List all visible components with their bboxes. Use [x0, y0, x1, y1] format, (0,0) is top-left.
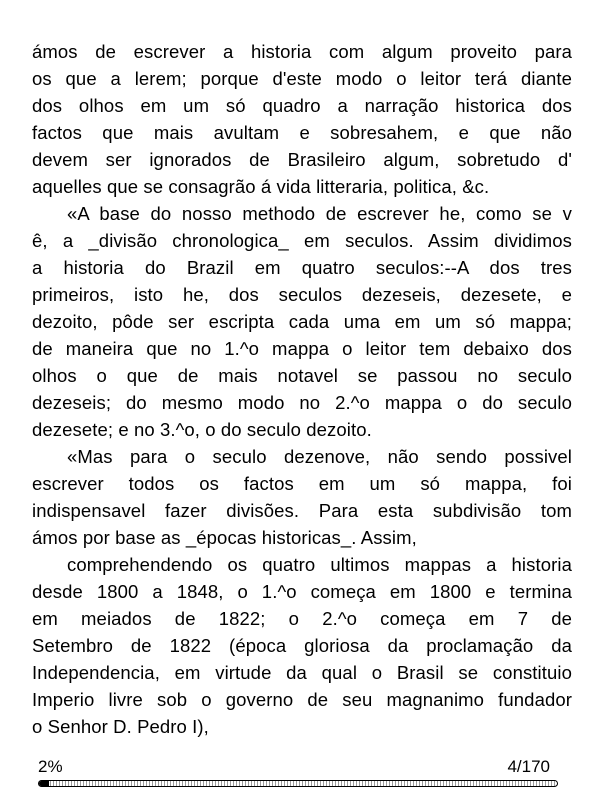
text-line: Independencia, em virtude da qual o Brasil se constituio: [32, 662, 572, 683]
text-line: factos que mais avultam e sobresahem, e que não: [32, 122, 572, 143]
text-line: ámos de escrever a historia com algum proveito para: [32, 41, 572, 62]
text-line: devem ser ignorados de Brasileiro algum, sobretudo d': [32, 149, 572, 170]
reading-progress-bar[interactable]: [38, 780, 558, 787]
text-line: ê, a _divisão chronologica_ em seculos. Assim dividimos: [32, 230, 572, 251]
page-text: [32, 38, 572, 740]
text-line: comprehendendo os quatro ultimos mappas a historia: [67, 554, 572, 575]
text-line: dezoito, pôde ser escripta cada uma em um só mappa;: [32, 311, 572, 332]
text-line: escrever todos os factos em um só mappa, foi: [32, 473, 572, 494]
text-line: dos olhos em um só quadro a narração historica dos: [32, 95, 572, 116]
text-line: olhos o que de mais notavel se passou no seculo: [32, 365, 572, 386]
text-line: em meiados de 1822; o 2.^o começa em 7 de: [32, 608, 572, 629]
text-line: a historia do Brazil em quatro seculos:--A dos tres: [32, 257, 572, 278]
text-line: «A base do nosso methodo de escrever he, como se v: [67, 203, 572, 224]
progress-percent: 2%: [38, 757, 63, 776]
text-line: primeiros, isto he, dos seculos dezeseis, dezesete, e: [32, 284, 572, 305]
text-line: Setembro de 1822 (época gloriosa da proclamação da: [32, 635, 572, 656]
reading-progress-fill: [39, 781, 49, 786]
text-line: «Mas para o seculo dezenove, não sendo possivel: [67, 446, 572, 467]
text-line: dezesete; e no 3.^o, o do seculo dezoito.: [32, 419, 372, 440]
text-line: desde 1800 a 1848, o 1.^o começa em 1800 e termina: [32, 581, 572, 602]
text-line: o Senhor D. Pedro I),: [32, 716, 209, 737]
text-line: ámos por base as _épocas historicas_. Assim,: [32, 527, 417, 548]
text-line: indispensavel fazer divisões. Para esta subdivisão tom: [32, 500, 572, 521]
text-line: de maneira que no 1.^o mappa o leitor tem debaixo dos: [32, 338, 572, 359]
text-line: os que a lerem; porque d'este modo o leitor terá diante: [32, 68, 572, 89]
text-line: aquelles que se consagrão á vida litteraria, politica, &c.: [32, 176, 490, 197]
text-line: Imperio livre sob o governo de seu magnanimo fundador: [32, 689, 572, 710]
reader-footer: [38, 756, 550, 778]
text-line: dezeseis; do mesmo modo no 2.^o mappa o do seculo: [32, 392, 572, 413]
page-counter: 4/170: [507, 757, 550, 776]
